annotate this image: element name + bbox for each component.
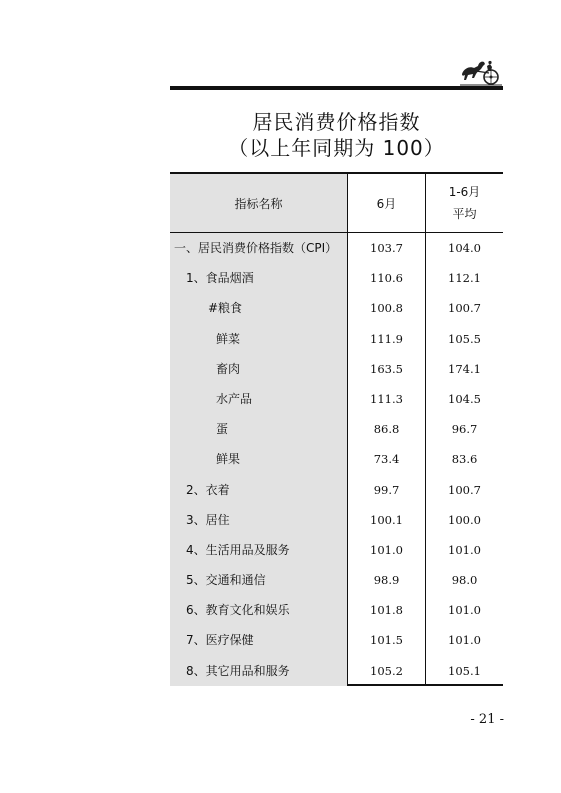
- header-average-line2: 平均: [452, 207, 477, 221]
- average-value: 96.7: [451, 422, 478, 437]
- average-value: 104.0: [448, 241, 481, 255]
- table-row: [170, 354, 503, 384]
- table-row: [170, 595, 503, 625]
- table-row: [170, 384, 503, 414]
- month-value: 105.2: [370, 663, 403, 678]
- header-average-line1: 1-6月: [448, 185, 481, 199]
- month-value: 103.7: [370, 241, 403, 255]
- page-subtitle: （以上年同期为 100）: [228, 136, 445, 160]
- average-value: 101.0: [448, 633, 481, 648]
- indicator-name: 3、居住: [186, 512, 230, 527]
- page-title: 居民消费价格指数: [252, 110, 421, 134]
- cpi-table: [170, 172, 503, 686]
- indicator-name: 鲜果: [216, 452, 241, 467]
- horse-chariot-icon: [458, 58, 504, 86]
- indicator-name: 水产品: [216, 391, 253, 406]
- month-value: 111.3: [370, 391, 403, 406]
- average-value: 174.1: [448, 361, 481, 376]
- header-month: 6月: [348, 174, 426, 232]
- average-value: 101.0: [448, 542, 481, 557]
- month-value: 101.8: [370, 603, 403, 618]
- table-row: [170, 414, 503, 444]
- average-value: 104.5: [448, 391, 481, 406]
- month-value: 100.8: [370, 301, 403, 316]
- month-value: 100.1: [370, 512, 403, 527]
- table-row: [170, 475, 503, 505]
- average-value: 100.7: [448, 482, 481, 497]
- month-value: 86.8: [373, 422, 400, 437]
- month-value: 98.9: [373, 573, 400, 588]
- indicator-name: 1、食品烟酒: [186, 271, 254, 286]
- table-header: [170, 174, 503, 233]
- table-row: [170, 324, 503, 354]
- indicator-name: #粮食: [208, 301, 243, 316]
- average-value: 100.0: [448, 512, 481, 527]
- month-value: 73.4: [373, 452, 400, 467]
- indicator-name: 鲜菜: [216, 331, 241, 346]
- table-row: [170, 233, 503, 263]
- average-value: 112.1: [448, 271, 481, 286]
- month-value: 163.5: [370, 361, 403, 376]
- average-value: 100.7: [448, 301, 481, 316]
- month-value: 101.5: [370, 633, 403, 648]
- header-rule: [170, 86, 503, 90]
- table-row: [170, 656, 503, 686]
- average-value: 83.6: [451, 452, 478, 467]
- table-row: [170, 444, 503, 474]
- average-value: 105.5: [448, 331, 481, 346]
- month-value: 110.6: [370, 271, 403, 286]
- indicator-name: 蛋: [216, 422, 229, 437]
- table-row: [170, 293, 503, 323]
- table-row: [170, 263, 503, 293]
- indicator-name: 8、其它用品和服务: [186, 663, 290, 678]
- month-value: 101.0: [370, 542, 403, 557]
- indicator-name: 7、医疗保健: [186, 633, 254, 648]
- table-row: [170, 505, 503, 535]
- table-row: [170, 625, 503, 655]
- average-value: 101.0: [448, 603, 481, 618]
- average-value: 98.0: [451, 573, 478, 588]
- indicator-name: 2、衣着: [186, 482, 230, 497]
- month-value: 111.9: [370, 331, 403, 346]
- table-row: [170, 535, 503, 565]
- indicator-name: 6、教育文化和娱乐: [186, 603, 290, 618]
- header-indicator-name: 指标名称: [170, 174, 348, 232]
- header-average: [426, 174, 503, 232]
- table-body: [170, 233, 503, 686]
- indicator-name: 4、生活用品及服务: [186, 542, 290, 557]
- average-value: 105.1: [448, 663, 481, 678]
- indicator-name: 一、居民消费价格指数（CPI）: [174, 241, 338, 255]
- month-value: 99.7: [373, 482, 400, 497]
- indicator-name: 畜肉: [216, 361, 241, 376]
- page-number: - 21 -: [470, 712, 504, 727]
- table-row: [170, 565, 503, 595]
- indicator-name: 5、交通和通信: [186, 573, 266, 588]
